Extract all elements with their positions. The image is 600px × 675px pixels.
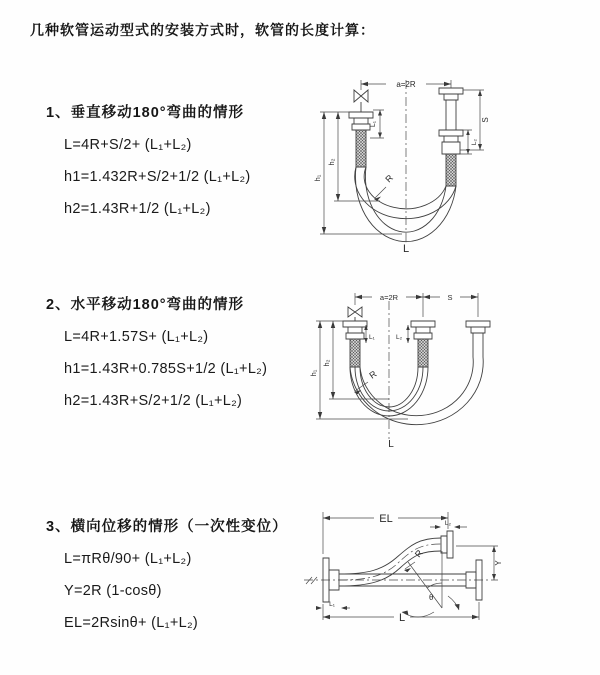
section-heading: 3、横向位移的情形（一次性变位）: [46, 519, 288, 535]
radius-label: R: [367, 368, 379, 381]
dim-label-y: Y: [494, 560, 503, 566]
formula-line: Y=2R (1-cosθ): [64, 583, 162, 599]
dim-label-s: S: [447, 293, 453, 302]
dim-label-l1: L₁: [369, 334, 375, 341]
dim-label-a2r: a=2R: [379, 293, 399, 302]
page-title: 几种软管运动型式的安装方式时，软管的长度计算：: [30, 22, 375, 38]
hose-u-bend: [350, 357, 483, 425]
section-horizontal-movement: [46, 289, 267, 417]
dim-label-s: S: [481, 117, 490, 123]
length-label: L: [388, 439, 394, 450]
valve-icon: [354, 90, 368, 112]
angle-label: θ: [429, 593, 434, 602]
diagram-vertical-180-bend: [310, 66, 572, 258]
displaced-flange-fitting: [441, 531, 453, 558]
middle-flange-fitting: [411, 321, 435, 339]
formula-line: L=πRθ/90+ (L₁+L₂): [64, 551, 192, 567]
braided-hose-section: [350, 339, 360, 367]
formula-line: h2=1.43R+1/2 (L₁+L₂): [64, 201, 211, 217]
formula-line: L=4R+S/2+ (L₁+L₂): [64, 137, 192, 153]
hose-u-bend: [355, 167, 456, 242]
formula-line: h1=1.432R+S/2+1/2 (L₁+L₂): [64, 169, 251, 185]
dim-label-h2: h₂: [322, 359, 331, 367]
dim-label-l2: L₂: [444, 520, 452, 527]
dim-label-h1: h₁: [313, 174, 322, 182]
dim-label-l2: L₂: [471, 138, 478, 146]
right-flange-fitting: [466, 321, 490, 357]
length-label: L: [402, 243, 410, 255]
formula-line: h1=1.43R+0.785S+1/2 (L₁+L₂): [64, 361, 268, 377]
left-flange-fitting: [343, 321, 367, 339]
centerline-break-mark: [306, 577, 317, 584]
formula-line: L=4R+1.57S+ (L₁+L₂): [64, 329, 209, 345]
length-label: L: [398, 612, 406, 624]
formula-line: h2=1.43R+S/2+1/2 (L₁+L₂): [64, 393, 243, 409]
dim-label-h2: h₂: [327, 158, 336, 166]
section-heading: 1、垂直移动180°弯曲的情形: [46, 105, 245, 121]
diagram-horizontal-180-bend: [308, 281, 580, 453]
section-lateral-displacement: [46, 511, 288, 639]
right-flange-fitting: [439, 88, 463, 154]
dim-label-el: EL: [379, 513, 393, 525]
hose-s-curve: [339, 538, 441, 586]
angle-construction: [402, 551, 460, 617]
diagram-lateral-displacement: [298, 496, 592, 654]
braided-hose-section: [418, 339, 428, 367]
formula-line: EL=2Rsinθ+ (L₁+L₂): [64, 615, 199, 631]
radius-label: R: [412, 547, 425, 560]
dim-label-l1: L₁: [329, 601, 335, 608]
dim-label-h1: h₁: [309, 369, 318, 377]
valve-icon: [348, 307, 362, 321]
dim-label-l2: L₂: [396, 334, 403, 341]
dim-label-l1: L₁: [370, 120, 377, 128]
braided-hose-section: [446, 154, 456, 186]
dim-label-a2r: a=2R: [396, 80, 416, 89]
radius-label: R: [383, 172, 396, 185]
braided-hose-section: [356, 130, 366, 167]
section-vertical-movement: [46, 97, 251, 225]
section-heading: 2、水平移动180°弯曲的情形: [46, 297, 245, 313]
